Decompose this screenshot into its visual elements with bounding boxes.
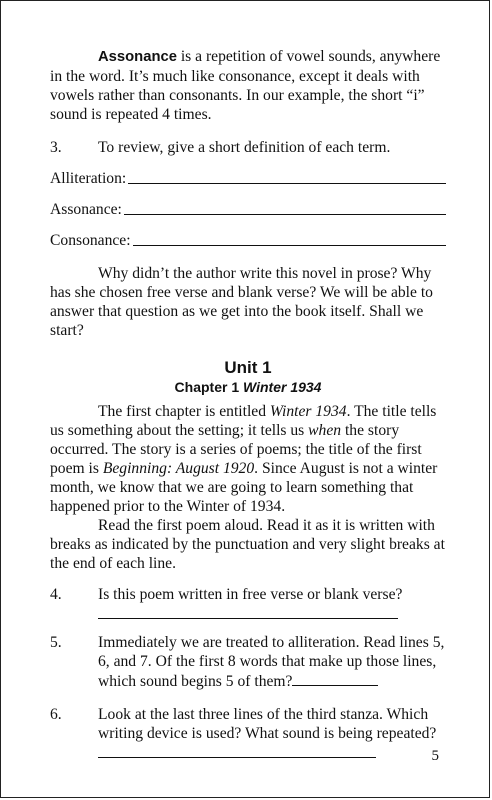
answer-blank[interactable]: [133, 231, 446, 246]
question-number: 3.: [50, 139, 62, 156]
assonance-paragraph: [50, 47, 446, 124]
text-run: the story occurred. The story is a series of poems; the title of the first poem is: [50, 422, 422, 477]
answer-blank[interactable]: [292, 671, 378, 686]
italic-word: when: [308, 422, 342, 439]
answer-blank[interactable]: [128, 169, 446, 184]
intro-paragraph: Why didn’t the author write this novel in prose? Why has she chosen free verse and blank verse? We will be able to answer that question as we get into the book itself. Shall we start?: [50, 265, 433, 339]
term-label: Assonance:: [50, 201, 122, 218]
chapter-paragraph: [50, 402, 446, 516]
question-text: Look at the last three lines of the third stanza. Which writing device is used? What sound is being repeated?: [98, 706, 437, 742]
italic-title: Winter 1934: [269, 403, 347, 420]
page-content: [50, 47, 446, 763]
answer-blank[interactable]: [98, 743, 376, 758]
text-run: The first chapter is entitled: [98, 403, 270, 420]
term-label: Consonance:: [50, 232, 131, 249]
italic-poem-title: Beginning: August 1920: [102, 460, 255, 477]
text-run: . The title tells us something about the setting; it tells us: [50, 403, 437, 439]
question-number: 4.: [50, 586, 62, 603]
term-label: Alliteration:: [50, 170, 127, 187]
question-number: 6.: [50, 706, 62, 723]
question-4: [50, 585, 446, 619]
unit-title: Unit 1: [224, 358, 272, 377]
answer-blank[interactable]: [98, 618, 398, 619]
question-6: [50, 705, 446, 763]
page-number: 5: [431, 748, 439, 764]
question-text: To review, give a short definition of each term.: [98, 139, 391, 156]
question-body: [98, 633, 446, 691]
question-text: Immediately we are treated to alliteration. Read lines 5, 6, and 7. Of the first 8 words that make up those lines, which sound begins 5 of them?: [98, 634, 445, 690]
definition-line-alliteration[interactable]: [50, 169, 446, 188]
question-body: [98, 705, 446, 763]
chapter-name: Winter 1934: [243, 379, 322, 395]
assonance-term: Assonance: [98, 49, 177, 65]
question-body: [98, 585, 446, 619]
question-text: Is this poem written in free verse or blank verse?: [98, 586, 403, 603]
question-5: [50, 633, 446, 691]
assonance-definition: is a repetition of vowel sounds, anywhere in the word. It’s much like consonance, except it deals with vowels rather than consonants. In our example, the short “i” sound is repeated 4 times.: [50, 48, 441, 123]
chapter-label: Chapter 1: [174, 379, 240, 395]
question-number: 5.: [50, 634, 62, 651]
chapter-title: [50, 378, 446, 396]
text-run: . Since August is not a winter month, we know that we are going to learn something that happened prior to the Winter of 1934.: [50, 460, 438, 515]
question-3: [50, 138, 446, 157]
definition-line-consonance[interactable]: [50, 231, 446, 250]
answer-blank[interactable]: [124, 200, 446, 215]
read-paragraph: Read the first poem aloud. Read it as it is written with breaks as indicated by the punctuation and very slight breaks at the end of each line.: [50, 517, 445, 572]
definition-line-assonance[interactable]: [50, 200, 446, 219]
